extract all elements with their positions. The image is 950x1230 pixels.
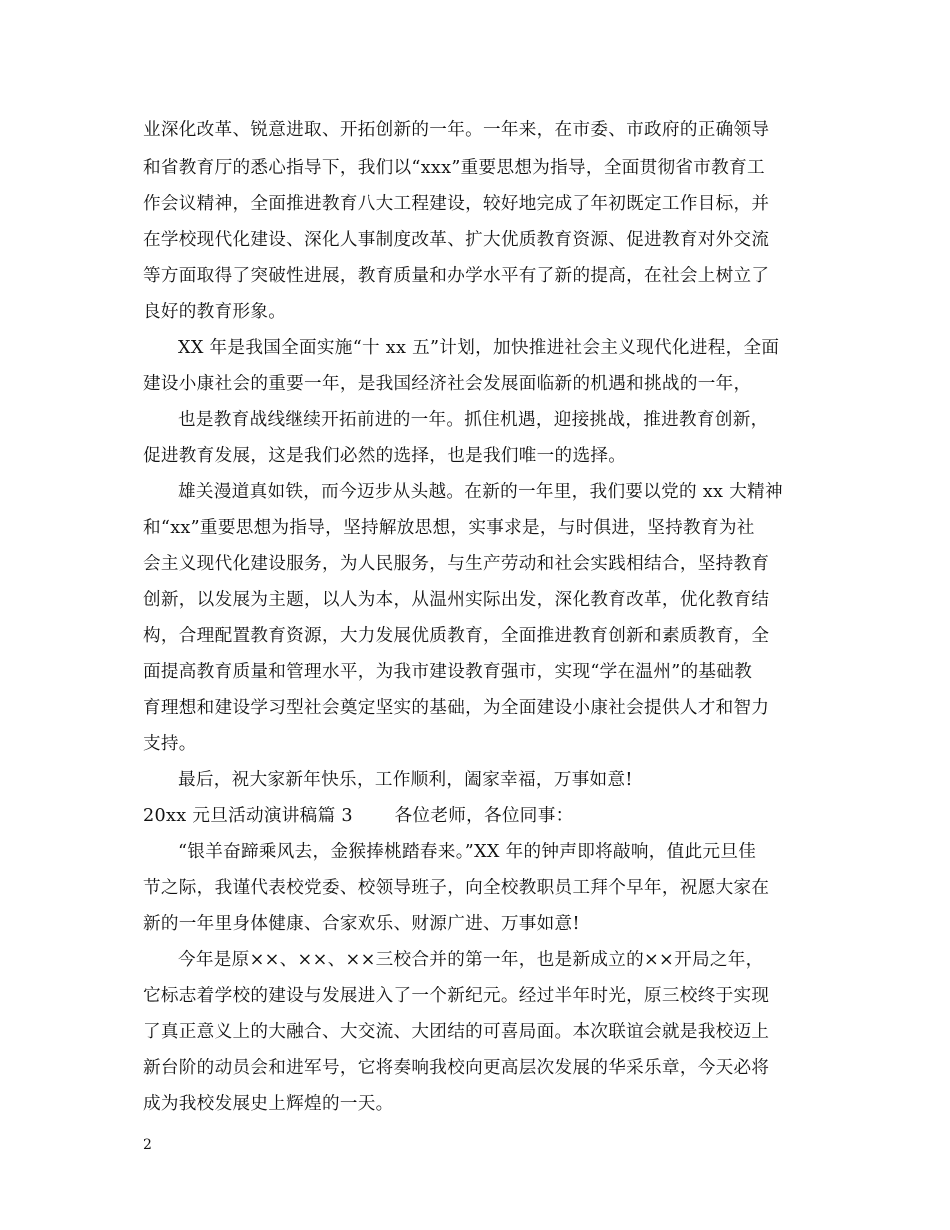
text-line: 等方面取得了突破性进展，教育质量和办学水平有了新的提高，在社会上树立了 bbox=[143, 266, 770, 286]
section-heading: 20xx 元旦活动演讲稿篇 3 各位老师，各位同事： bbox=[143, 806, 574, 826]
text-line: 构，合理配置教育资源，大力发展优质教育，全面推进教育创新和素质教育，全 bbox=[143, 626, 770, 646]
text-line: “银羊奋蹄乘风去，金猴捧桃踏春来。”XX 年的钟声即将敲响，值此元旦佳 bbox=[178, 842, 757, 862]
text-line: 育理想和建设学习型社会奠定坚实的基础，为全面建设小康社会提供人才和智力 bbox=[143, 698, 770, 718]
page-number: 2 bbox=[143, 1137, 152, 1153]
text-line: 它标志着学校的建设与发展进入了一个新纪元。经过半年时光，原三校终于实现 bbox=[143, 986, 770, 1006]
text-line: XX 年是我国全面实施“十 xx 五”计划，加快推进社会主义现代化进程，全面 bbox=[178, 338, 780, 358]
text-line: 今年是原××、××、××三校合并的第一年，也是新成立的××开局之年， bbox=[178, 950, 764, 970]
text-line: 作会议精神，全面推进教育八大工程建设，较好地完成了年初既定工作目标，并 bbox=[143, 194, 770, 214]
text-line: 最后，祝大家新年快乐，工作顺利，阖家幸福，万事如意! bbox=[178, 770, 633, 790]
text-line: 了真正意义上的大融合、大交流、大团结的可喜局面。本次联谊会就是我校迈上 bbox=[143, 1022, 770, 1042]
text-line: 促进教育发展，这是我们必然的选择，也是我们唯一的选择。 bbox=[143, 446, 627, 466]
text-line: 雄关漫道真如铁，而今迈步从头越。在新的一年里，我们要以党的 xx 大精神 bbox=[178, 482, 783, 502]
text-line: 业深化改革、锐意进取、开拓创新的一年。一年来，在市委、市政府的正确领导 bbox=[143, 120, 770, 140]
text-line: 建设小康社会的重要一年，是我国经济社会发展面临新的机遇和挑战的一年， bbox=[143, 374, 752, 394]
text-line: 和省教育厅的悉心指导下，我们以“xxx”重要思想为指导，全面贯彻省市教育工 bbox=[143, 158, 765, 178]
text-line: 节之际，我谨代表校党委、校领导班子，向全校教职员工拜个早年，祝愿大家在 bbox=[143, 878, 770, 898]
text-line: 成为我校发展史上辉煌的一天。 bbox=[143, 1094, 394, 1114]
text-line: 良好的教育形象。 bbox=[143, 302, 287, 322]
text-line: 也是教育战线继续开拓前进的一年。抓住机遇，迎接挑战，推进教育创新， bbox=[178, 410, 769, 430]
text-line: 支持。 bbox=[143, 734, 197, 754]
text-line: 新台阶的动员会和进军号，它将奏响我校向更高层次发展的华采乐章，今天必将 bbox=[143, 1058, 770, 1078]
text-line: 新的一年里身体健康、合家欢乐、财源广进、万事如意! bbox=[143, 914, 580, 934]
text-line: 和“xx”重要思想为指导，坚持解放思想，实事求是，与时俱进，坚持教育为社 bbox=[143, 518, 755, 538]
text-line: 在学校现代化建设、深化人事制度改革、扩大优质教育资源、促进教育对外交流 bbox=[143, 230, 770, 250]
text-line: 面提高教育质量和管理水平，为我市建设教育强市，实现“学在温州”的基础教 bbox=[143, 662, 753, 682]
text-line: 创新，以发展为主题，以人为本，从温州实际出发，深化教育改革，优化教育结 bbox=[143, 590, 770, 610]
text-line: 会主义现代化建设服务，为人民服务，与生产劳动和社会实践相结合，坚持教育 bbox=[143, 554, 770, 574]
